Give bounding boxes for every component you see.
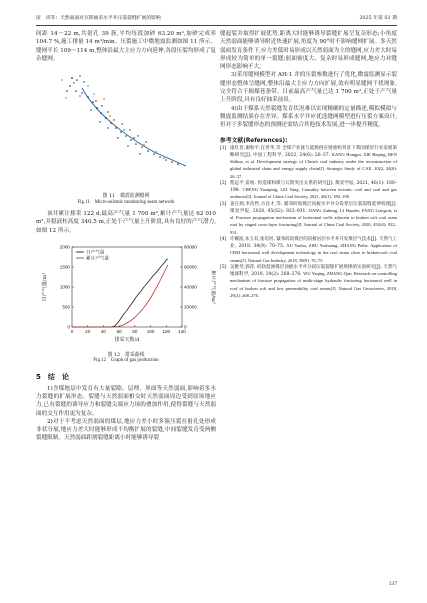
y-left-tick-label: 500	[62, 304, 70, 310]
header-rule	[36, 25, 397, 26]
reference-en: WU Yaqing, ZHANG Qun. Research on controlling mechanism of fracture propagation of multi-stage hydraulic fracturing horizontal well in roof of broken soft and low permeability coal seams[J]. Natural Gas Geoscience, 2018, 29(2): 268–276.	[230, 271, 397, 298]
header-issue: 2025 年第 S1 期	[359, 16, 397, 21]
x-tick-label: 120	[162, 328, 171, 334]
x-tick-label: 20	[85, 328, 91, 334]
y-left-axis-label: 日产气量/m³	[42, 272, 48, 302]
reference-item	[220, 181, 397, 202]
reference-number: [3]	[220, 201, 227, 207]
page-number: 137	[388, 581, 397, 587]
y-left-tick-label: 0	[67, 324, 70, 330]
y-right-tick-label: 0	[184, 324, 187, 330]
series-line-cumulative-gas	[72, 265, 168, 327]
figure-12-caption-cn: 图 12 排采曲线	[107, 351, 145, 358]
reference-number: [5]	[220, 264, 227, 270]
reference-cn: 吴雅琴,郭萍. 碎软低渗煤层顶板水平井分段压裂裂缝扩展规律的实验研究[J]. 天然气地球科学, 2018, 29(2): 268–276.	[230, 264, 397, 278]
reference-en: CHENG Yuanping, LEI Yang. Causality between tectonic coal and coal and gas outbursts[J]. Journal of China Coal Society, 2021, 46(1): 180–198.	[230, 187, 397, 200]
y-left-tick-label: 2000	[59, 244, 70, 250]
figure-11-caption	[36, 193, 216, 206]
figure-11-caption-cn: 图 11 微震监测缝网	[102, 193, 150, 200]
left-column	[36, 30, 216, 443]
reference-number: [1]	[220, 145, 227, 151]
reference-item	[220, 202, 397, 237]
references-list	[220, 146, 397, 301]
x-tick-label: 80	[132, 328, 138, 334]
paragraph-fracturing: 间距 14～22 m,共射孔 39 簇,平均每段加砂 63.20 m³,加砂完成率 104.7 %,施工排量 14 m³/min。压裂施工中微地震监测如图 11 所示。缝网半长 109～114 m,整体沿最大主应力方向延伸,各段压裂均形成了复杂缝网。	[36, 31, 216, 62]
microseismic-figure	[36, 66, 216, 188]
section-title-conclusions: 5 结 论	[36, 372, 69, 381]
chart-legend	[76, 248, 109, 261]
reference-cn: 程远平,雷杨. 构造煤和煤与瓦斯突出关系的研究[J]. 煤炭学报, 2021, 46(1): 180–198.	[230, 180, 397, 194]
references-title: 参考文献(References):	[220, 137, 288, 144]
reference-item	[220, 146, 397, 181]
legend-label: 日产气量	[86, 250, 105, 256]
paragraph-production: 该井累计排采 122 d,最高产气量 1 700 m³,累计产气量达 62 010 m³,并稳液柱高度 340.5 m,正处于产气量上升阶段,具有良好的产气潜力,如图 12 所示。	[36, 211, 216, 234]
microseismic-events-colored	[79, 95, 165, 159]
figure-12-caption	[36, 352, 216, 365]
reference-cn: 康红普,谢和平,任世华,等 全煤产业链与能源供应链重构背景下我国煤炭行业发展策略研究[J]. 中国工程科学, 2022, 24(6): 26–37.	[230, 145, 397, 158]
figure-12-caption-en: Fig.12 Graph of gas production	[93, 358, 159, 364]
paragraph-conclusion-cont: 缝起裂并取得扩展优势,距离大时能够诱导裂缝扩展呈复杂形态;小角度天然弱面能够诱导附近快速扩展,角度为 90°时不影响缝网扩展。多天然弱面发育条件下,应力差低时易形成以天然弱面为主的缝网,应力差大时易形成较为简单的单一裂缝;弱面密度大、复杂时易形成缝网,地应力对缝网形态影响不大。	[220, 31, 397, 71]
x-tick-label: 0	[70, 328, 74, 334]
y-right-tick-label: 80000	[184, 244, 197, 250]
x-tick-label: 60	[116, 328, 122, 334]
figure-11-caption-en: Fig.11 Micro-seismic monitoring seam network	[77, 199, 175, 205]
y-right-tick-label: 60000	[184, 264, 197, 270]
y-right-tick-label: 40000	[184, 284, 197, 290]
reference-en: KANG Hongpu, XIE Heping, REN Shihua, et al. Development strategy of China's coal industry under the reconstruction of global industrial chain and energy supply chain[J]. Strategic Study of CAE, 2022, 24(6): 26–37.	[230, 151, 398, 179]
right-column	[220, 30, 397, 300]
reference-number: [4]	[220, 236, 227, 242]
reference-en: JIANG Zaibing, LI Haozhe, FANG Liangcai, et al. Fracture propagation mechanism of horizontal wells adjacent to broken soft coal seam roof by staged cross-layer fracturing[J]. Journal of China Coal Society, 2020, 45(S2): 922–931.	[230, 207, 397, 235]
reference-item	[220, 265, 397, 300]
reference-number: [2]	[220, 180, 227, 186]
conclusion-3: 3)采用缝网模型对 AH-1 井的压裂参数进行了优化,微震监测显示裂缝形态整体呈缝网,整体沿最大主应力方向扩展,效有明显缝网干扰现象,完全符合于揭煤巷条带。目前最高产气量已达 1 700 m³,正处于产气量上升阶段,具有良好抽采前景。	[220, 72, 397, 104]
x-tick-label: 40	[100, 328, 106, 334]
figure-11	[36, 66, 216, 206]
y-right-tick-label: 20000	[184, 304, 197, 310]
x-axis-label: 排采天数/d	[114, 336, 140, 343]
legend-label: 累计产气量	[86, 256, 109, 262]
conclusion-4: 4)由于煤系天然裂缝发育状况难以实现精确的定量描述,模拟模拟与微震监测结果存在差异。煤系水平井应优选缝网模型进行压裂方案设计,但对于多裂缝形态的预测还需结合其他技术发展,进一步提升精度。	[220, 105, 397, 129]
production-chart	[36, 239, 216, 347]
running-header	[36, 12, 397, 24]
header-article-title: 庞 涛等：天然弱面对瓦斯抽采水平井压裂裂缝扩展的影响	[36, 16, 161, 21]
wellbore-path	[82, 88, 186, 166]
x-tick-label: 100	[146, 328, 155, 334]
y-right-axis-label: 累计产气量/m³	[210, 270, 216, 304]
reference-item	[220, 237, 397, 265]
figure-12	[36, 239, 216, 365]
microseismic-events	[61, 75, 178, 164]
x-tick-label: 140	[178, 328, 186, 334]
conclusion-1: 1)含煤地层中发育有大量裂隙、层理、界面等天然弱面,影响着多水力裂缝的扩展形态。裂缝与天然弱面相交时天然弱面周边受到原场地应力,已有裂缝的诱导应力和裂缝尖端应力场的叠加作用,使得裂缝与天然弱面的交互作用更为复杂。	[36, 385, 216, 417]
conclusion-2: 2)对于不考虑天然弱面的煤层,地应力差小时多簇压裂在射孔处形成非状分展,地应力差大时能够形成不均衡扩展的裂缝,中间裂缝发育受两侧裂缝限制。天然弱面距割裂缝距离小时能够诱导裂	[36, 418, 216, 442]
reference-en: XU Yaobo, ZHU Yushuang, ZHANG Peihe. Application of CBM horizontal well development technology in the roof strata close to broken-soft coal seams[J]. Natural Gas Industry, 2018, 38(9): 70–75.	[230, 243, 398, 263]
reference-cn: 许耀波,朱玉双,张培河. 紧邻碎软煤层的顶板岩层水平井开发煤层气技术[J]. 天然气工业, 2018, 38(9): 70–75.	[230, 236, 397, 250]
y-left-tick-label: 1000	[59, 284, 70, 290]
y-left-tick-label: 1500	[59, 264, 70, 270]
reference-cn: 姜在炳,李浩哲,方良才,等. 紧邻碎软煤层顶板水平井分段穿层压裂裂缝延伸机理[J]. 煤炭学报, 2020, 45(S2): 922–931.	[230, 201, 397, 214]
